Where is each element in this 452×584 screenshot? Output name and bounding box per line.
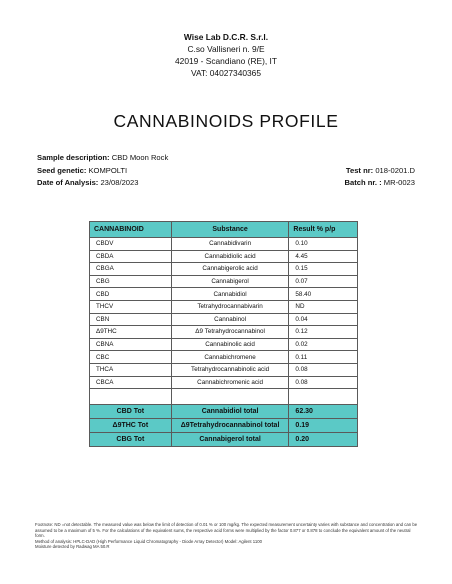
moisture-note: Moisture detected by Radwag MA 50.R <box>35 544 110 550</box>
total-row-cbg <box>90 433 358 447</box>
table-row <box>90 376 358 389</box>
seed-genetic-value: KOMPOLTI <box>86 165 128 175</box>
table-row <box>90 275 358 288</box>
substance-cell: Cannabidiol <box>171 288 289 301</box>
lab-header <box>0 31 452 79</box>
table-row <box>90 263 358 276</box>
lab-address-line2: 42019 - Scandiano (RE), IT <box>175 56 277 66</box>
cannabinoid-cell: CBG <box>90 275 172 288</box>
test-number <box>346 165 415 178</box>
table-spacer-row <box>90 389 358 405</box>
spacer-cell <box>289 389 358 405</box>
cannabinoid-cell: Δ9THC <box>90 326 172 339</box>
total-result-cell: 0.19 <box>289 419 358 433</box>
method-of-analysis: Method of analysis: HPLC-DAD (High Performance Liquid Chromatography - Diode Array Detector) Model: Agilent 1100 <box>35 538 263 544</box>
substance-cell: Tetrahydrocannabinolic acid <box>171 363 289 376</box>
spacer-cell <box>171 389 289 405</box>
meta-row-date <box>37 177 415 190</box>
table-row <box>90 338 358 351</box>
lab-name: Wise Lab D.C.R. S.r.l. <box>183 32 269 42</box>
column-header-cannabinoid: CANNABINOID <box>90 222 172 238</box>
substance-cell: Cannabinolic acid <box>171 338 289 351</box>
result-cell: 0.07 <box>289 275 358 288</box>
substance-cell: Cannabigerol <box>171 275 289 288</box>
analysis-date-value: 23/08/2023 <box>98 178 139 187</box>
cannabinoid-cell: CBC <box>90 351 172 364</box>
meta-row-seed <box>37 165 415 178</box>
total-label-cell: CBD Tot <box>90 405 172 419</box>
total-label-cell: CBG Tot <box>90 433 172 447</box>
substance-cell: Cannabichromenic acid <box>171 376 289 389</box>
cannabinoid-cell: CBNA <box>90 338 172 351</box>
seed-genetic-label: Seed genetic: <box>37 165 87 175</box>
sample-description-value: CBD Moon Rock <box>109 153 169 162</box>
sample-description <box>37 152 168 165</box>
cannabinoid-cell: CBD <box>90 288 172 301</box>
result-cell: 0.11 <box>289 351 358 364</box>
cannabinoid-results-table <box>89 221 358 447</box>
total-substance-cell: Cannabigerol total <box>171 433 289 447</box>
table-row <box>90 250 358 263</box>
seed-genetic <box>37 165 127 178</box>
page-title: CANNABINOIDS PROFILE <box>113 111 339 131</box>
total-row-thc <box>90 419 358 433</box>
result-cell: ND <box>289 300 358 313</box>
result-cell: 0.02 <box>289 338 358 351</box>
table-header-row <box>90 222 358 238</box>
cannabinoid-cell: THCA <box>90 363 172 376</box>
spacer-cell <box>90 389 172 405</box>
column-header-result: Result % p/p <box>289 222 358 238</box>
meta-row-sample <box>37 152 415 165</box>
substance-cell: Δ9 Tetrahydrocannabinol <box>171 326 289 339</box>
sample-metadata <box>37 152 415 190</box>
sample-description-label: Sample description: <box>37 153 110 162</box>
substance-cell: Cannabichromene <box>171 351 289 364</box>
footnote <box>35 522 419 550</box>
total-label-cell: Δ9THC Tot <box>90 419 172 433</box>
substance-cell: Cannabinol <box>171 313 289 326</box>
cannabinoid-cell: CBCA <box>90 376 172 389</box>
test-number-value: 018-0201.D <box>373 165 415 175</box>
total-row-cbd <box>90 405 358 419</box>
result-cell: 0.15 <box>289 263 358 276</box>
total-result-cell: 0.20 <box>289 433 358 447</box>
batch-number-label: Batch nr. : <box>344 178 382 187</box>
result-cell: 0.12 <box>289 326 358 339</box>
analysis-date-label: Date of Analysis: <box>37 178 99 187</box>
table-row <box>90 351 358 364</box>
substance-cell: Cannabidiolic acid <box>171 250 289 263</box>
cannabinoid-cell: THCV <box>90 300 172 313</box>
result-cell: 0.04 <box>289 313 358 326</box>
table-row <box>90 288 358 301</box>
cannabinoid-cell: CBDV <box>90 238 172 251</box>
substance-cell: Cannabigerolic acid <box>171 263 289 276</box>
total-substance-cell: Cannabidiol total <box>171 405 289 419</box>
table-row <box>90 313 358 326</box>
lab-address-line1: C.so Vallisneri n. 9/E <box>187 44 265 54</box>
table-row <box>90 326 358 339</box>
footnote-text: Footnote: ND =not detectable. The measured value was below the limit of detection of 0.01 % or 100 mg/kg. The expected measurement uncertainty varies with substance and concentration and can be assumed to be a maximum of 5 %. For the calculations of the equivalent sums, the respective acid forms were multiplied by the factor 0.877 or 0.878 to conclude the equivalent amount of the neutral form. <box>35 522 418 539</box>
analysis-date <box>37 177 138 190</box>
table-row <box>90 238 358 251</box>
column-header-substance: Substance <box>171 222 289 238</box>
lab-vat: VAT: 04027340365 <box>190 68 261 78</box>
cannabinoid-cell: CBGA <box>90 263 172 276</box>
result-cell: 0.08 <box>289 376 358 389</box>
result-cell: 0.10 <box>289 238 358 251</box>
cannabinoid-cell: CBN <box>90 313 172 326</box>
batch-number-value: MR-0023 <box>381 178 415 187</box>
cannabinoid-cell: CBDA <box>90 250 172 263</box>
test-number-label: Test nr: <box>345 165 374 175</box>
total-substance-cell: Δ9Tetrahydrocannabinol total <box>171 419 289 433</box>
table-row <box>90 300 358 313</box>
result-cell: 58.40 <box>289 288 358 301</box>
table-row <box>90 363 358 376</box>
batch-number <box>345 177 415 190</box>
result-cell: 0.08 <box>289 363 358 376</box>
substance-cell: Tetrahydrocannabivarin <box>171 300 289 313</box>
substance-cell: Cannabidivarin <box>171 238 289 251</box>
total-result-cell: 62.30 <box>289 405 358 419</box>
result-cell: 4.45 <box>289 250 358 263</box>
